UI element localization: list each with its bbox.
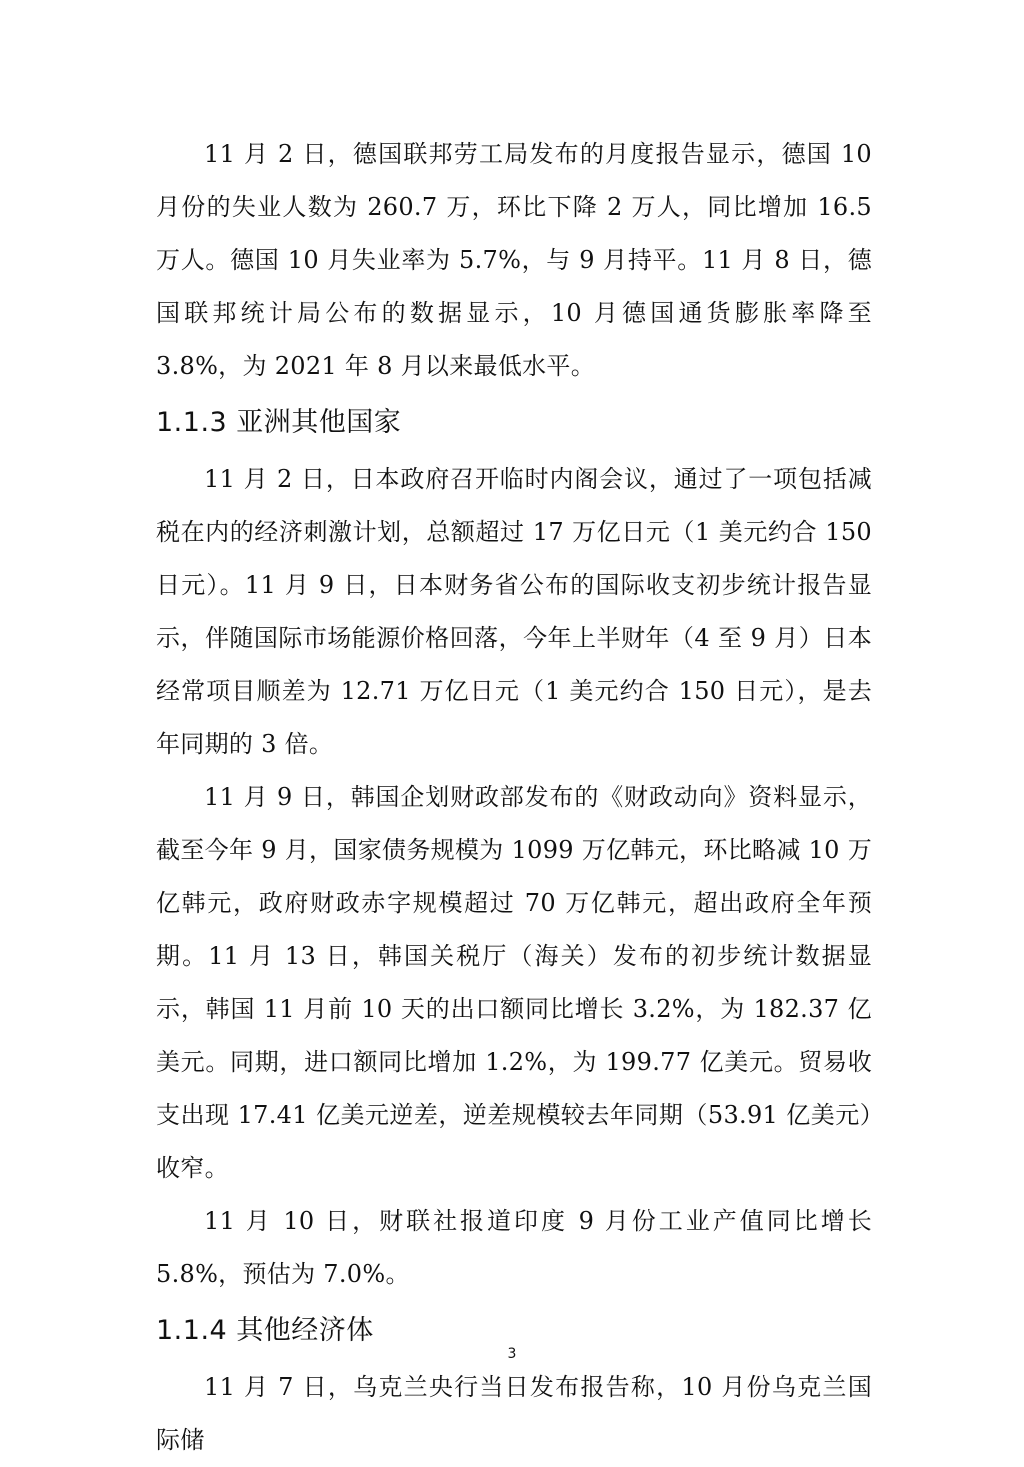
heading-asia-other-countries: 1.1.3 亚洲其他国家 <box>156 407 402 438</box>
paragraph-germany: 11 月 2 日，德国联邦劳工局发布的月度报告显示，德国 10 月份的失业人数为 260.7 万，环比下降 2 万人，同比增加 16.5 万人。德国 10 月失业率为 5.7%，与 9 月持平。11 月 8 日，德国联邦统计局公布的数据显示，10 月德国通货膨胀率降至 3.8%，为 2021 年 8 月以来最低水平。 <box>156 140 872 380</box>
paragraph-japan: 11 月 2 日，日本政府召开临时内阁会议，通过了一项包括减税在内的经济刺激计划，总额超过 17 万亿日元（1 美元约合 150 日元）。11 月 9 日，日本财务省公布的国际收支初步统计报告显示，伴随国际市场能源价格回落，今年上半财年（4 至 9 月）日本经常项目顺差为 12.71 万亿日元（1 美元约合 150 日元），是去年同期的 3 倍。 <box>156 465 872 758</box>
heading-other-economies: 1.1.4 其他经济体 <box>156 1315 374 1346</box>
page-number: 3 <box>507 1346 517 1362</box>
document-body <box>156 128 872 1467</box>
paragraph-india: 11 月 10 日，财联社报道印度 9 月份工业产值同比增长 5.8%，预估为 7.0%。 <box>156 1207 872 1288</box>
paragraph-korea: 11 月 9 日，韩国企划财政部发布的《财政动向》资料显示，截至今年 9 月，国家债务规模为 1099 万亿韩元，环比略减 10 万亿韩元，政府财政赤字规模超过 70 万亿韩元，超出政府全年预期。11 月 13 日，韩国关税厅（海关）发布的初步统计数据显示，韩国 11 月前 10 天的出口额同比增长 3.2%，为 182.37 亿美元。同期，进口额同比增加 1.2%，为 199.77 亿美元。贸易收支出现 17.41 亿美元逆差，逆差规模较去年同期（53.91 亿美元）收窄。 <box>156 783 872 1182</box>
paragraph-ukraine: 11 月 7 日，乌克兰央行当日发布报告称，10 月份乌克兰国际储 <box>156 1373 872 1454</box>
